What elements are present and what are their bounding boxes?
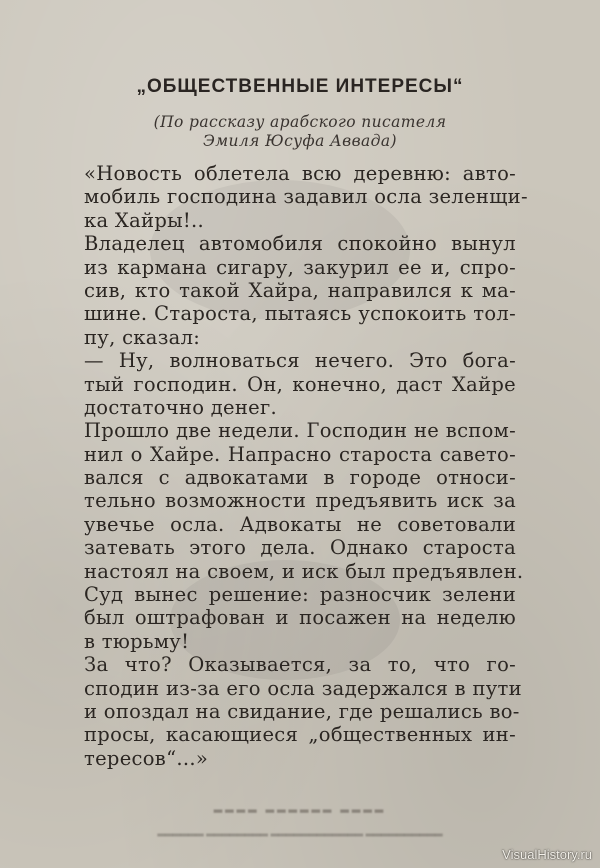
attribution-line-1: (По рассказу арабского писателя xyxy=(153,113,447,131)
story-attribution xyxy=(0,113,600,151)
text-line: тельно возможности предъявить иск за xyxy=(84,489,516,513)
bleed-through-print: ▂▂▂▂▂▂ ▂▂▂▂▂▂▂▂ ▂▂▂▂▂▂▂▂▂▂▂▂ ▂▂▂▂▂▂▂▂▂▂ xyxy=(157,826,443,837)
text-line: мобиль господина задавил осла зеленщи- xyxy=(84,185,528,209)
text-line: и опоздал на свидание, где решались во- xyxy=(84,699,520,723)
text-line: увечье осла. Адвокаты не советовали xyxy=(84,512,516,536)
text-line: из кармана сигару, закурил ее и, спро- xyxy=(84,255,516,279)
story-body xyxy=(84,162,528,770)
text-line: пу, сказал: xyxy=(84,325,201,349)
story-title: „ОБЩЕСТВЕННЫЕ ИНТЕРЕСЫ“ xyxy=(136,76,464,97)
text-line: тересов“...» xyxy=(84,746,209,770)
text-line: ка Хайры!.. xyxy=(84,208,205,232)
text-line: — Ну, волноваться нечего. Это бога- xyxy=(84,349,516,373)
attribution-line-2: Эмиля Юсуфа Аввада) xyxy=(203,132,397,150)
text-line: нил о Хайре. Напрасно староста савето- xyxy=(84,442,516,466)
text-line: Суд вынес решение: разносчик зелени xyxy=(84,583,516,607)
text-line: Владелец автомобиля спокойно вынул xyxy=(84,232,516,256)
text-line: сив, кто такой Хайра, направился к ма- xyxy=(84,278,516,302)
text-line: шине. Староста, пытаясь успокоить тол- xyxy=(84,302,516,326)
bleed-through-print: ▂▂▂▂ ▂▂▂▂▂▂ ▂▂▂▂ xyxy=(213,801,387,813)
site-watermark: VisualHistory.ru xyxy=(502,847,592,862)
text-line: «Новость облетела всю деревню: авто- xyxy=(84,162,516,185)
text-line: просы, касающиеся „общественных ин- xyxy=(84,723,516,747)
text-line: За что? Оказывается, за то, что го- xyxy=(84,653,516,677)
text-line: Прошло две недели. Господин не вспом- xyxy=(84,419,516,443)
text-line: был оштрафован и посажен на неделю xyxy=(84,606,516,630)
text-line: в тюрьму! xyxy=(84,629,190,653)
text-line: вался с адвокатами в городе относи- xyxy=(84,466,516,490)
text-line: достаточно денег. xyxy=(84,395,278,419)
text-line: сподин из-за его осла задержался в пути xyxy=(84,676,522,700)
text-line: затевать этого дела. Однако староста xyxy=(84,536,516,560)
text-line: тый господин. Он, конечно, даст Хайре xyxy=(84,372,516,396)
text-line: настоял на своем, и иск был предъявлен. xyxy=(84,559,524,583)
